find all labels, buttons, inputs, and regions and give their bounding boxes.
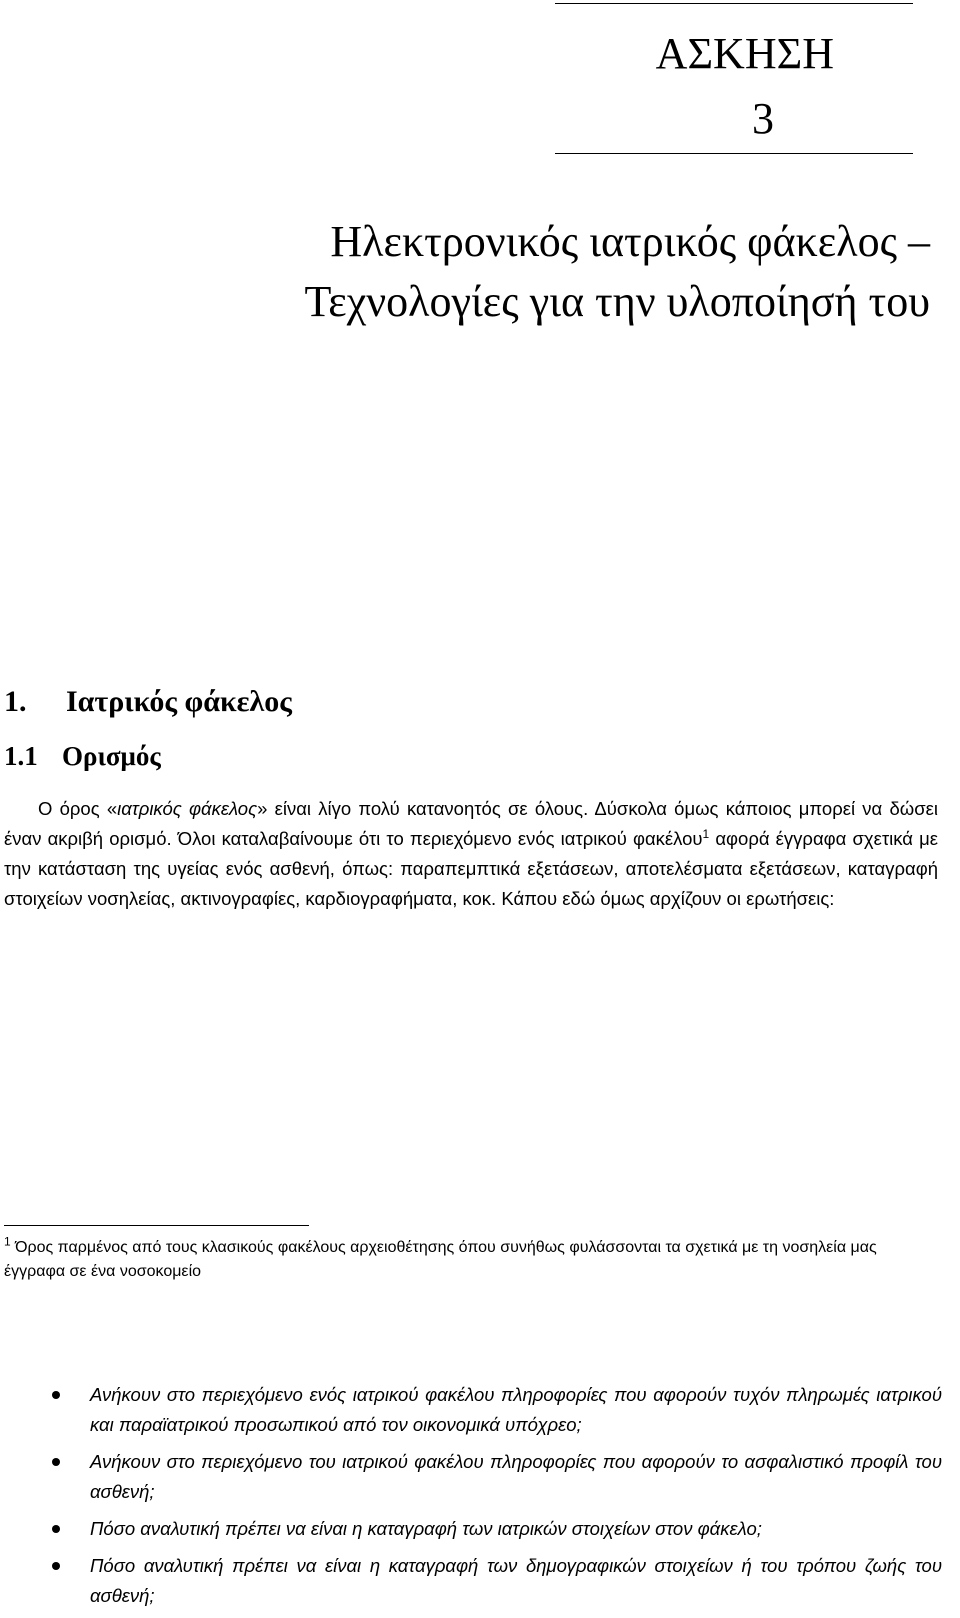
chapter-label: ΑΣΚΗΣΗ (655, 29, 834, 78)
footnote-reference: 1 (702, 826, 710, 841)
questions-list (8, 1380, 942, 1618)
paragraph-part-1: Ο όρος « (38, 798, 118, 819)
chapter-title-line-2: Τεχνολογίες για την υλοποίησή του (304, 277, 930, 326)
footnote-divider (4, 1225, 309, 1226)
question-text: Ανήκουν στο περιεχόμενο ενός ιατρικού φακέλου πληροφορίες που αφορούν τυχόν πληρωμές ιατρικού και παραϊατρικού προσωπικού από τον οικονομικά υπόχρεο; (90, 1384, 942, 1435)
question-text: Πόσο αναλυτική πρέπει να είναι η καταγραφή των δημογραφικών στοιχείων ή του τρόπου ζωής του ασθενή; (90, 1555, 942, 1606)
paragraph-part-2: » είναι λίγο πολύ κατανοητός σε όλους. Δύσκολα όμως κάποιος μπορεί να δώσει έναν ακριβή ορισμό. Όλοι καταλαβαίνουμε ότι το περιεχόμενο ενός ιατρικού φακέλου (4, 798, 938, 849)
paragraph-part-3: αφορά έγγραφα σχετικά με την κατάσταση της υγείας ενός ασθενή, όπως: παραπεμπτικά εξετάσεων, αποτελέσματα εξετάσεων, καταγραφή στοιχείων νοσηλείας, ακτινογραφίες, καρδιογραφήματα, κοκ. Κάπου εδώ όμως αρχίζουν οι ερωτήσεις: (4, 828, 938, 909)
section-number: 1. (4, 685, 27, 718)
footnote-number: 1 (4, 1234, 11, 1249)
subsection-heading (4, 738, 161, 774)
chapter-number: 3 (752, 94, 774, 143)
question-text: Ανήκουν στο περιεχόμενο του ιατρικού φακέλου πληροφορίες που αφορούν το ασφαλιστικό προφίλ του ασθενή; (90, 1451, 942, 1502)
section-heading (4, 682, 292, 722)
footnote-text: Όρος παρμένος από τους κλασικούς φακέλους αρχειοθέτησης όπου συνήθως φυλάσσονται τα σχετικά με τη νοσηλεία μας έγγραφα σε ένα νοσοκομείο (4, 1239, 877, 1280)
bullet-icon (52, 1525, 60, 1533)
footnote (4, 1236, 938, 1284)
question-text: Πόσο αναλυτική πρέπει να είναι η καταγραφή των ιατρικών στοιχείων στον φάκελο; (90, 1518, 762, 1539)
bullet-icon (52, 1391, 60, 1399)
question-item (8, 1514, 942, 1544)
header-rule-top (555, 3, 913, 4)
chapter-title-line-1: Ηλεκτρονικός ιατρικός φάκελος – (330, 217, 930, 266)
bullet-icon (52, 1562, 60, 1570)
section-title: Ιατρικός φάκελος (66, 685, 292, 718)
subsection-title: Ορισμός (62, 741, 161, 771)
question-item (8, 1551, 942, 1611)
header-rule-bottom (555, 153, 913, 154)
question-item (8, 1380, 942, 1440)
question-item (8, 1447, 942, 1507)
paragraph-term: ιατρικός φάκελος (117, 798, 258, 819)
subsection-number: 1.1 (4, 741, 38, 771)
bullet-icon (52, 1458, 60, 1466)
